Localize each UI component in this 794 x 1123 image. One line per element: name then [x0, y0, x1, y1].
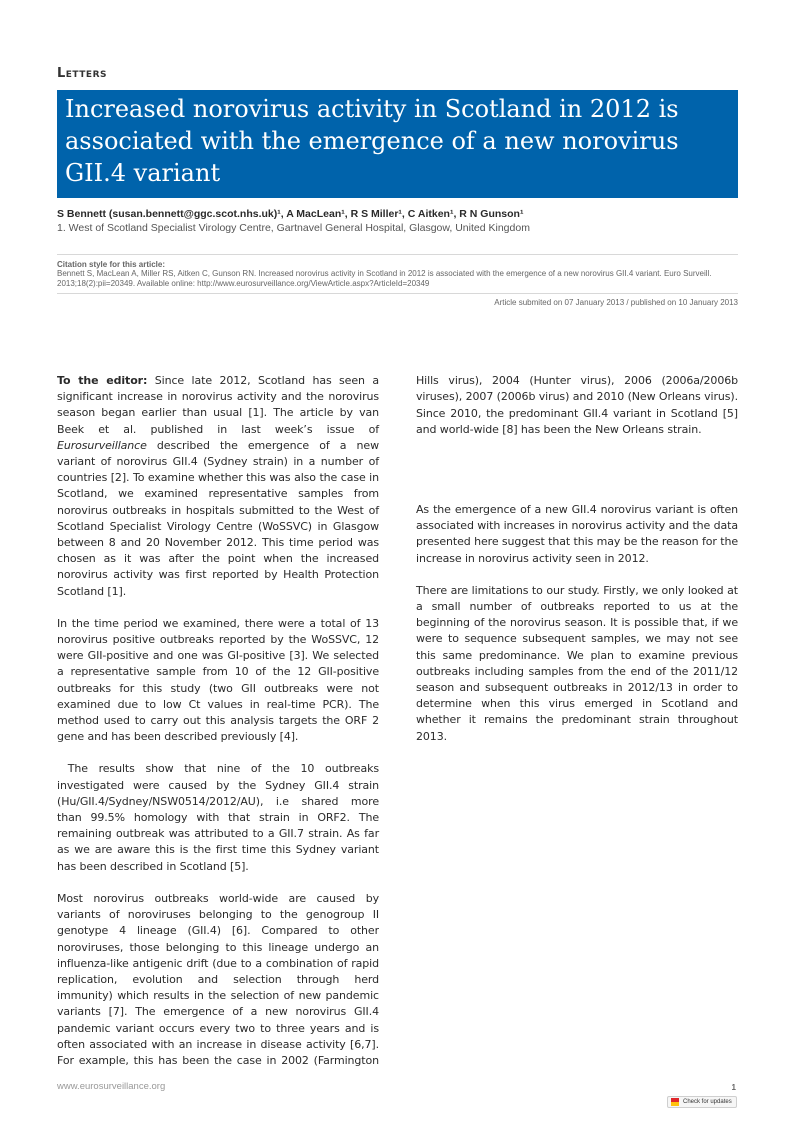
author-list: S Bennett (susan.bennett@ggc.scot.nhs.uk)¹, A MacLean¹, R S Miller¹, C Aitken¹, R N Gunson¹ — [57, 208, 524, 220]
check-for-updates-button[interactable] — [667, 1096, 737, 1108]
citation-heading: Citation style for this article: — [57, 260, 166, 269]
letter-salutation: To the editor: — [57, 374, 148, 387]
section-label: Letters — [57, 66, 107, 81]
paragraph: In the time period we examined, there were a total of 13 norovirus positive outbreaks reported by the WoSSVC, 12 were GII-positive and one was GI-positive [3]. We selected a representative sample from 10 of the 12 GII-positive outbreaks for this study (two GII outbreaks were not examined due to low Ct values in real-time PCR). The method used to carry out this analysis targets the ORF 2 gene and has been described previously [4]. — [57, 616, 379, 744]
footer-url[interactable]: www.eurosurveillance.org — [57, 1081, 166, 1092]
divider — [57, 254, 738, 255]
badge-label: Check for updates — [683, 1099, 732, 1105]
paragraph — [57, 891, 379, 1069]
paragraph-continued — [416, 373, 738, 486]
divider — [57, 293, 738, 294]
submission-dates: Article submited on 07 January 2013 / published on 10 January 2013 — [494, 298, 738, 307]
citation-text: Bennett S, MacLean A, Miller RS, Aitken C, Gunson RN. Increased norovirus activity in Scotland in 2012 is associated with the emergence of a new norovirus GII.4 variant. Euro Surveill. 2013;18(2):pii=20349. Available online: http://www.eurosurveillance.org/ViewArticle.aspx?ArticleId=20349 — [57, 269, 712, 288]
body-column-right — [416, 373, 738, 761]
paragraph-text: Most norovirus outbreaks world-wide are caused by variants of noroviruses belonging to the genogroup II genotype 4 lineage (GII.4) [6]. Compared to other noroviruses, those belonging to this lineage undergo an influenza-like antigenic drift (due to a combination of rapid replication, evolution and selection through herd immunity) which results in the selection of new pandemic variants [7]. The emergence of a new norovirus GII.4 pandemic variant occurs every two to three years and is often associated with an increase in disease activity [6,7]. For example, this has been the case in 2002 (Farmington — [57, 891, 379, 1067]
title-banner — [57, 90, 738, 198]
article-title: Increased norovirus activity in Scotland in 2012 is associated with the emergence of a new norovirus GII.4 variant — [65, 95, 679, 187]
crossmark-icon — [671, 1098, 679, 1106]
paragraph-text: Since late 2012, Scotland has seen a significant increase in norovirus activity and the norovirus season began earlier than usual [1]. The article by van Beek et al. published in last week’s issue of — [57, 374, 379, 436]
journal-name: Eurosurveillance — [57, 438, 147, 452]
page-number: 1 — [731, 1083, 736, 1092]
paragraph: As the emergence of a new GII.4 norovirus variant is often associated with increases in norovirus activity and the data presented here suggest that this may be the reason for the increase in norovirus activity seen in 2012. — [416, 503, 738, 565]
paragraph: There are limitations to our study. Firstly, we only looked at a small number of outbreaks reported to us at the beginning of the norovirus season. It is possible that, if we were to sequence subsequent samples, we may not see this same predominance. We plan to examine previous outbreaks including samples from the end of the 2011/12 season and subsequent outbreaks in 2012/13 in order to determine when this virus emerged in Scotland and whether it remains the predominant strain throughout 2013. — [416, 583, 738, 743]
body-column-left — [57, 373, 383, 1069]
paragraph: Hills virus), 2004 (Hunter virus), 2006 (2006a/2006b viruses), 2007 (2006b virus) and 2010 (New Orleans virus). Since 2010, the predominant GII.4 variant in Scotland [5] and world-wide [8] has been the New Orleans strain. — [416, 374, 738, 436]
paragraph — [57, 373, 379, 600]
paragraph: The results show that nine of the 10 outbreaks investigated were caused by the Sydney GII.4 strain (Hu/GII.4/Sydney/NSW0514/2012/AU), i.e shared more than 99.5% homology with that strain in ORF2. The remaining outbreak was attributed to a GII.7 strain. As far as we are aware this is the first time this Sydney variant has been described in Scotland [5]. — [57, 762, 383, 873]
affiliation: 1. West of Scotland Specialist Virology Centre, Gartnavel General Hospital, Glasgow, United Kingdom — [57, 222, 530, 234]
paragraph-text: described the emergence of a new variant of norovirus GII.4 (Sydney strain) in a number of countries [2]. To examine whether this was also the case in Scotland, we examined representative samples from norovirus outbreaks in hospitals submitted to the West of Scotland Specialist Virology Centre (WoSSVC) in Glasgow between 8 and 20 November 2012. This time period was chosen as it was after the point when the increased norovirus activity was first reported by Health Protection Scotland [1]. — [57, 438, 379, 598]
